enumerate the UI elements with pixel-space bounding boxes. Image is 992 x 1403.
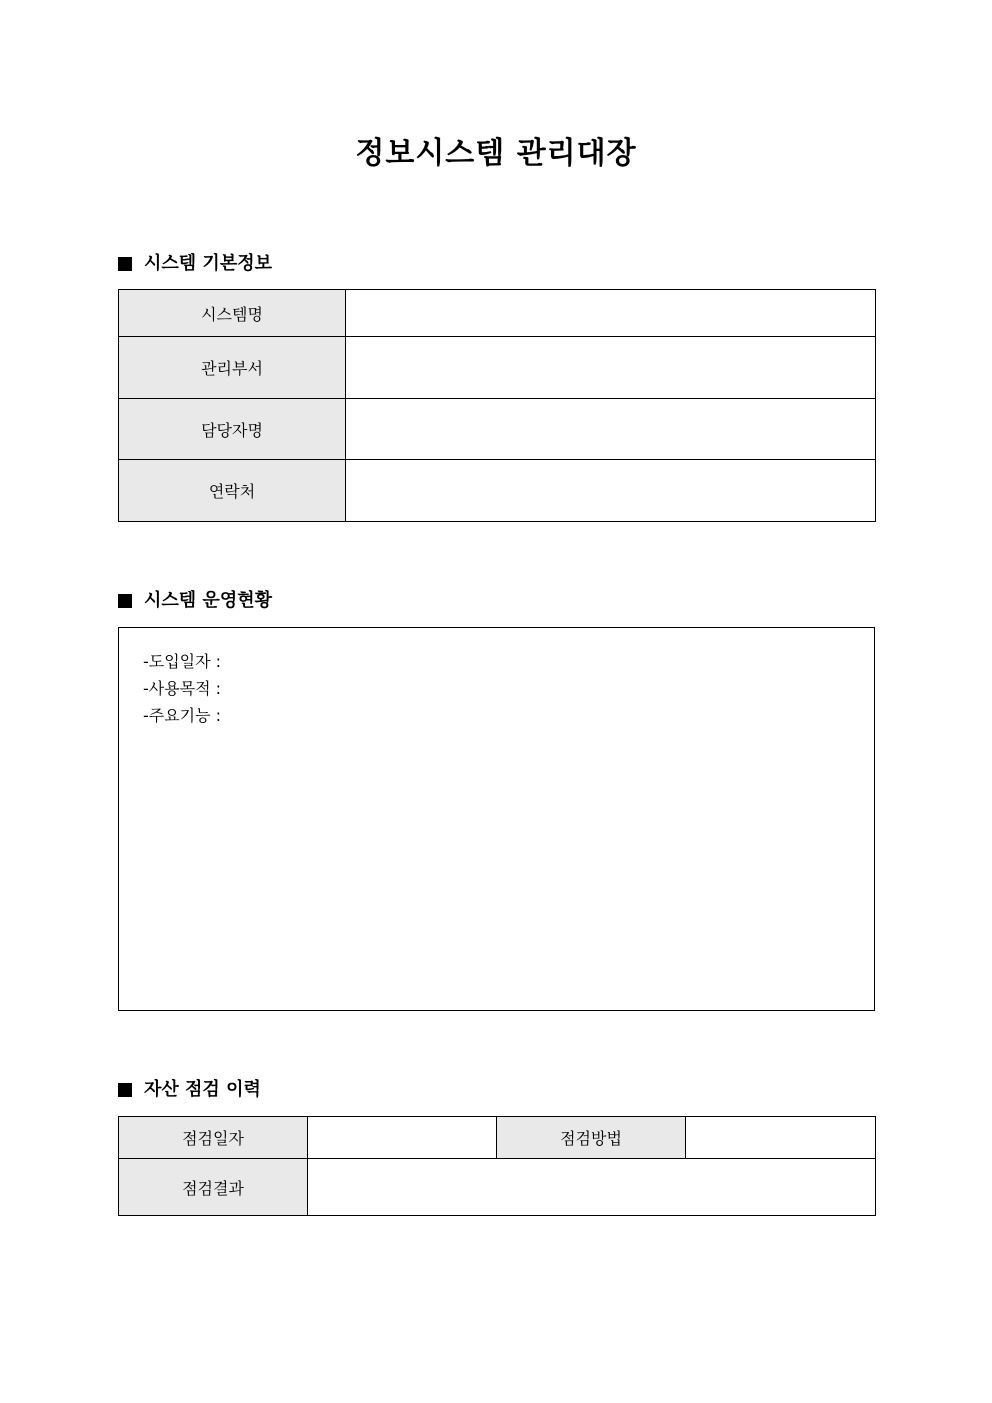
document-title: 정보시스템 관리대장 — [355, 136, 637, 171]
square-bullet-icon — [118, 257, 132, 271]
table-row — [119, 1159, 876, 1216]
inspection-method-label: 점검방법 — [497, 1117, 686, 1159]
inspection-method-field[interactable] — [686, 1117, 876, 1159]
square-bullet-icon — [118, 594, 132, 608]
contact-label: 연락처 — [119, 460, 346, 522]
section-heading-label: 시스템 기본정보 — [144, 253, 272, 274]
inspection-table — [118, 1116, 876, 1216]
table-row — [119, 460, 876, 522]
section-heading-label: 시스템 운영현황 — [144, 590, 272, 611]
contact-field[interactable] — [346, 460, 876, 522]
section-heading-basic-info — [118, 252, 272, 276]
inspection-date-label: 점검일자 — [119, 1117, 308, 1159]
manager-name-label: 담당자명 — [119, 399, 346, 460]
system-name-label: 시스템명 — [119, 290, 346, 337]
purpose-line: -사용목적 : — [143, 679, 222, 698]
section-heading-inspection-history — [118, 1078, 261, 1102]
intro-date-line: -도입일자 : — [143, 652, 222, 671]
square-bullet-icon — [118, 1083, 132, 1097]
inspection-result-field[interactable] — [308, 1159, 876, 1216]
inspection-result-label: 점검결과 — [119, 1159, 308, 1216]
department-field[interactable] — [346, 337, 876, 399]
table-row — [119, 290, 876, 337]
table-row — [119, 1117, 876, 1159]
section-heading-label: 자산 점검 이력 — [144, 1079, 261, 1100]
main-function-line: -주요기능 : — [143, 706, 222, 725]
department-label: 관리부서 — [119, 337, 346, 399]
operation-status-lines — [143, 648, 221, 729]
section-heading-operation-status — [118, 589, 272, 613]
table-row — [119, 337, 876, 399]
manager-name-field[interactable] — [346, 399, 876, 460]
system-name-field[interactable] — [346, 290, 876, 337]
inspection-date-field[interactable] — [308, 1117, 497, 1159]
basic-info-table — [118, 289, 876, 522]
operation-status-box[interactable] — [118, 627, 875, 1011]
table-row — [119, 399, 876, 460]
